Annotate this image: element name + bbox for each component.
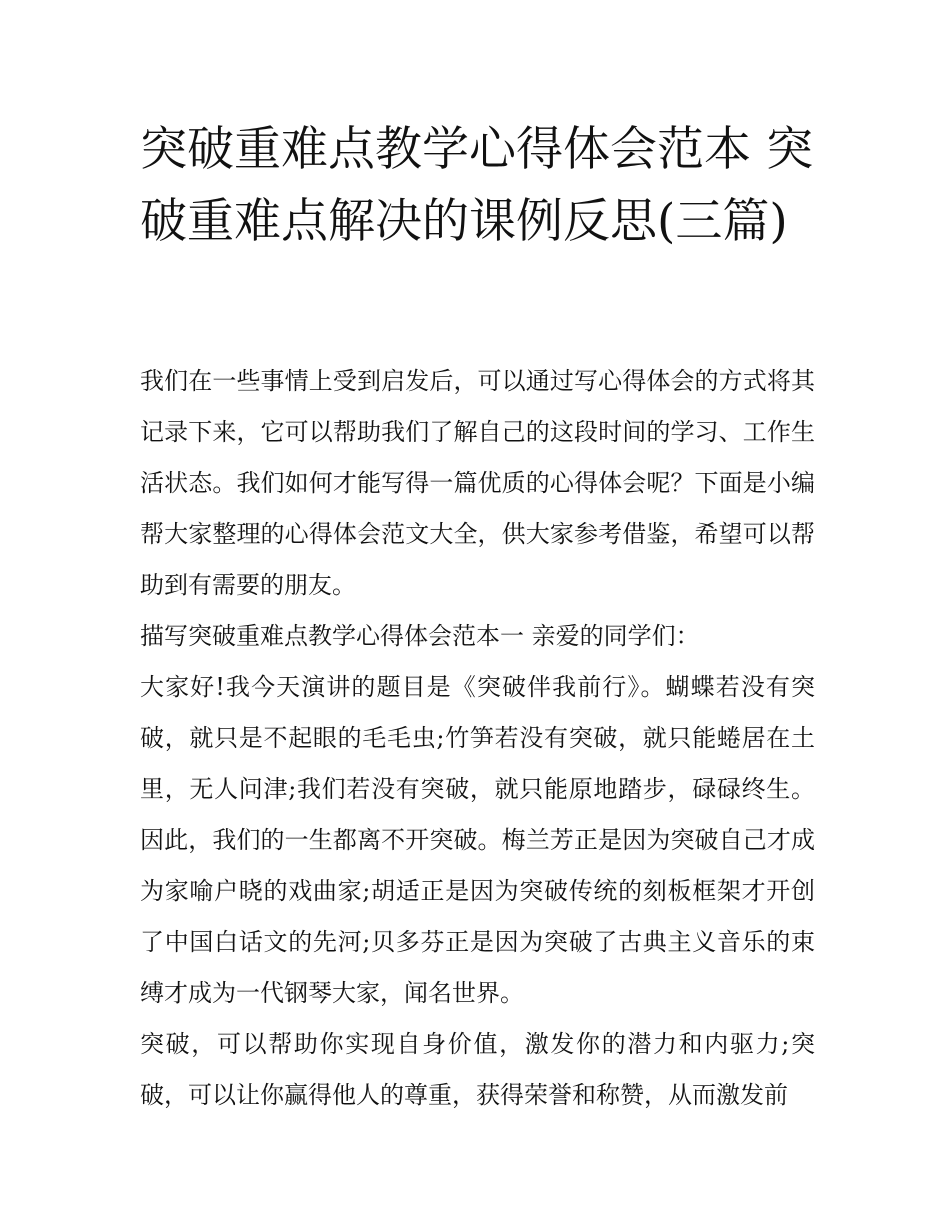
document-body bbox=[140, 356, 815, 1121]
intro-paragraph: 我们在一些事情上受到启发后，可以通过写心得体会的方式将其记录下来，它可以帮助我们了解自己的这段时间的学习、工作生活状态。我们如何才能写得一篇优质的心得体会呢？下面是小编帮大家整理的心得体会范文大全，供大家参考借鉴，希望可以帮助到有需要的朋友。 bbox=[140, 367, 815, 599]
speech-paragraph: 大家好!我今天演讲的题目是《突破伴我前行》。蝴蝶若没有突破，就只是不起眼的毛毛虫;竹笋若没有突破，就只能蜷居在土里，无人问津;我们若没有突破，就只能原地踏步，碌碌终生。因此，我们的一生都离不开突破。梅兰芳正是因为突破自己才成为家喻户晓的戏曲家;胡适正是因为突破传统的刻板框架才开创了中国白话文的先河;贝多芬正是因为突破了古典主义音乐的束缚才成为一代钢琴大家，闻名世界。 bbox=[140, 673, 815, 1007]
document-title: 突破重难点教学心得体会范本 突破重难点解决的课例反思(三篇) bbox=[140, 122, 813, 249]
continuation-paragraph: 突破，可以帮助你实现自身价值，激发你的潜力和内驱力;突破，可以让你赢得他人的尊重，获得荣誉和称赞，从而激发前 bbox=[140, 1030, 815, 1109]
section-heading-paragraph: 描写突破重难点教学心得体会范本一 亲爱的同学们： bbox=[140, 622, 700, 650]
